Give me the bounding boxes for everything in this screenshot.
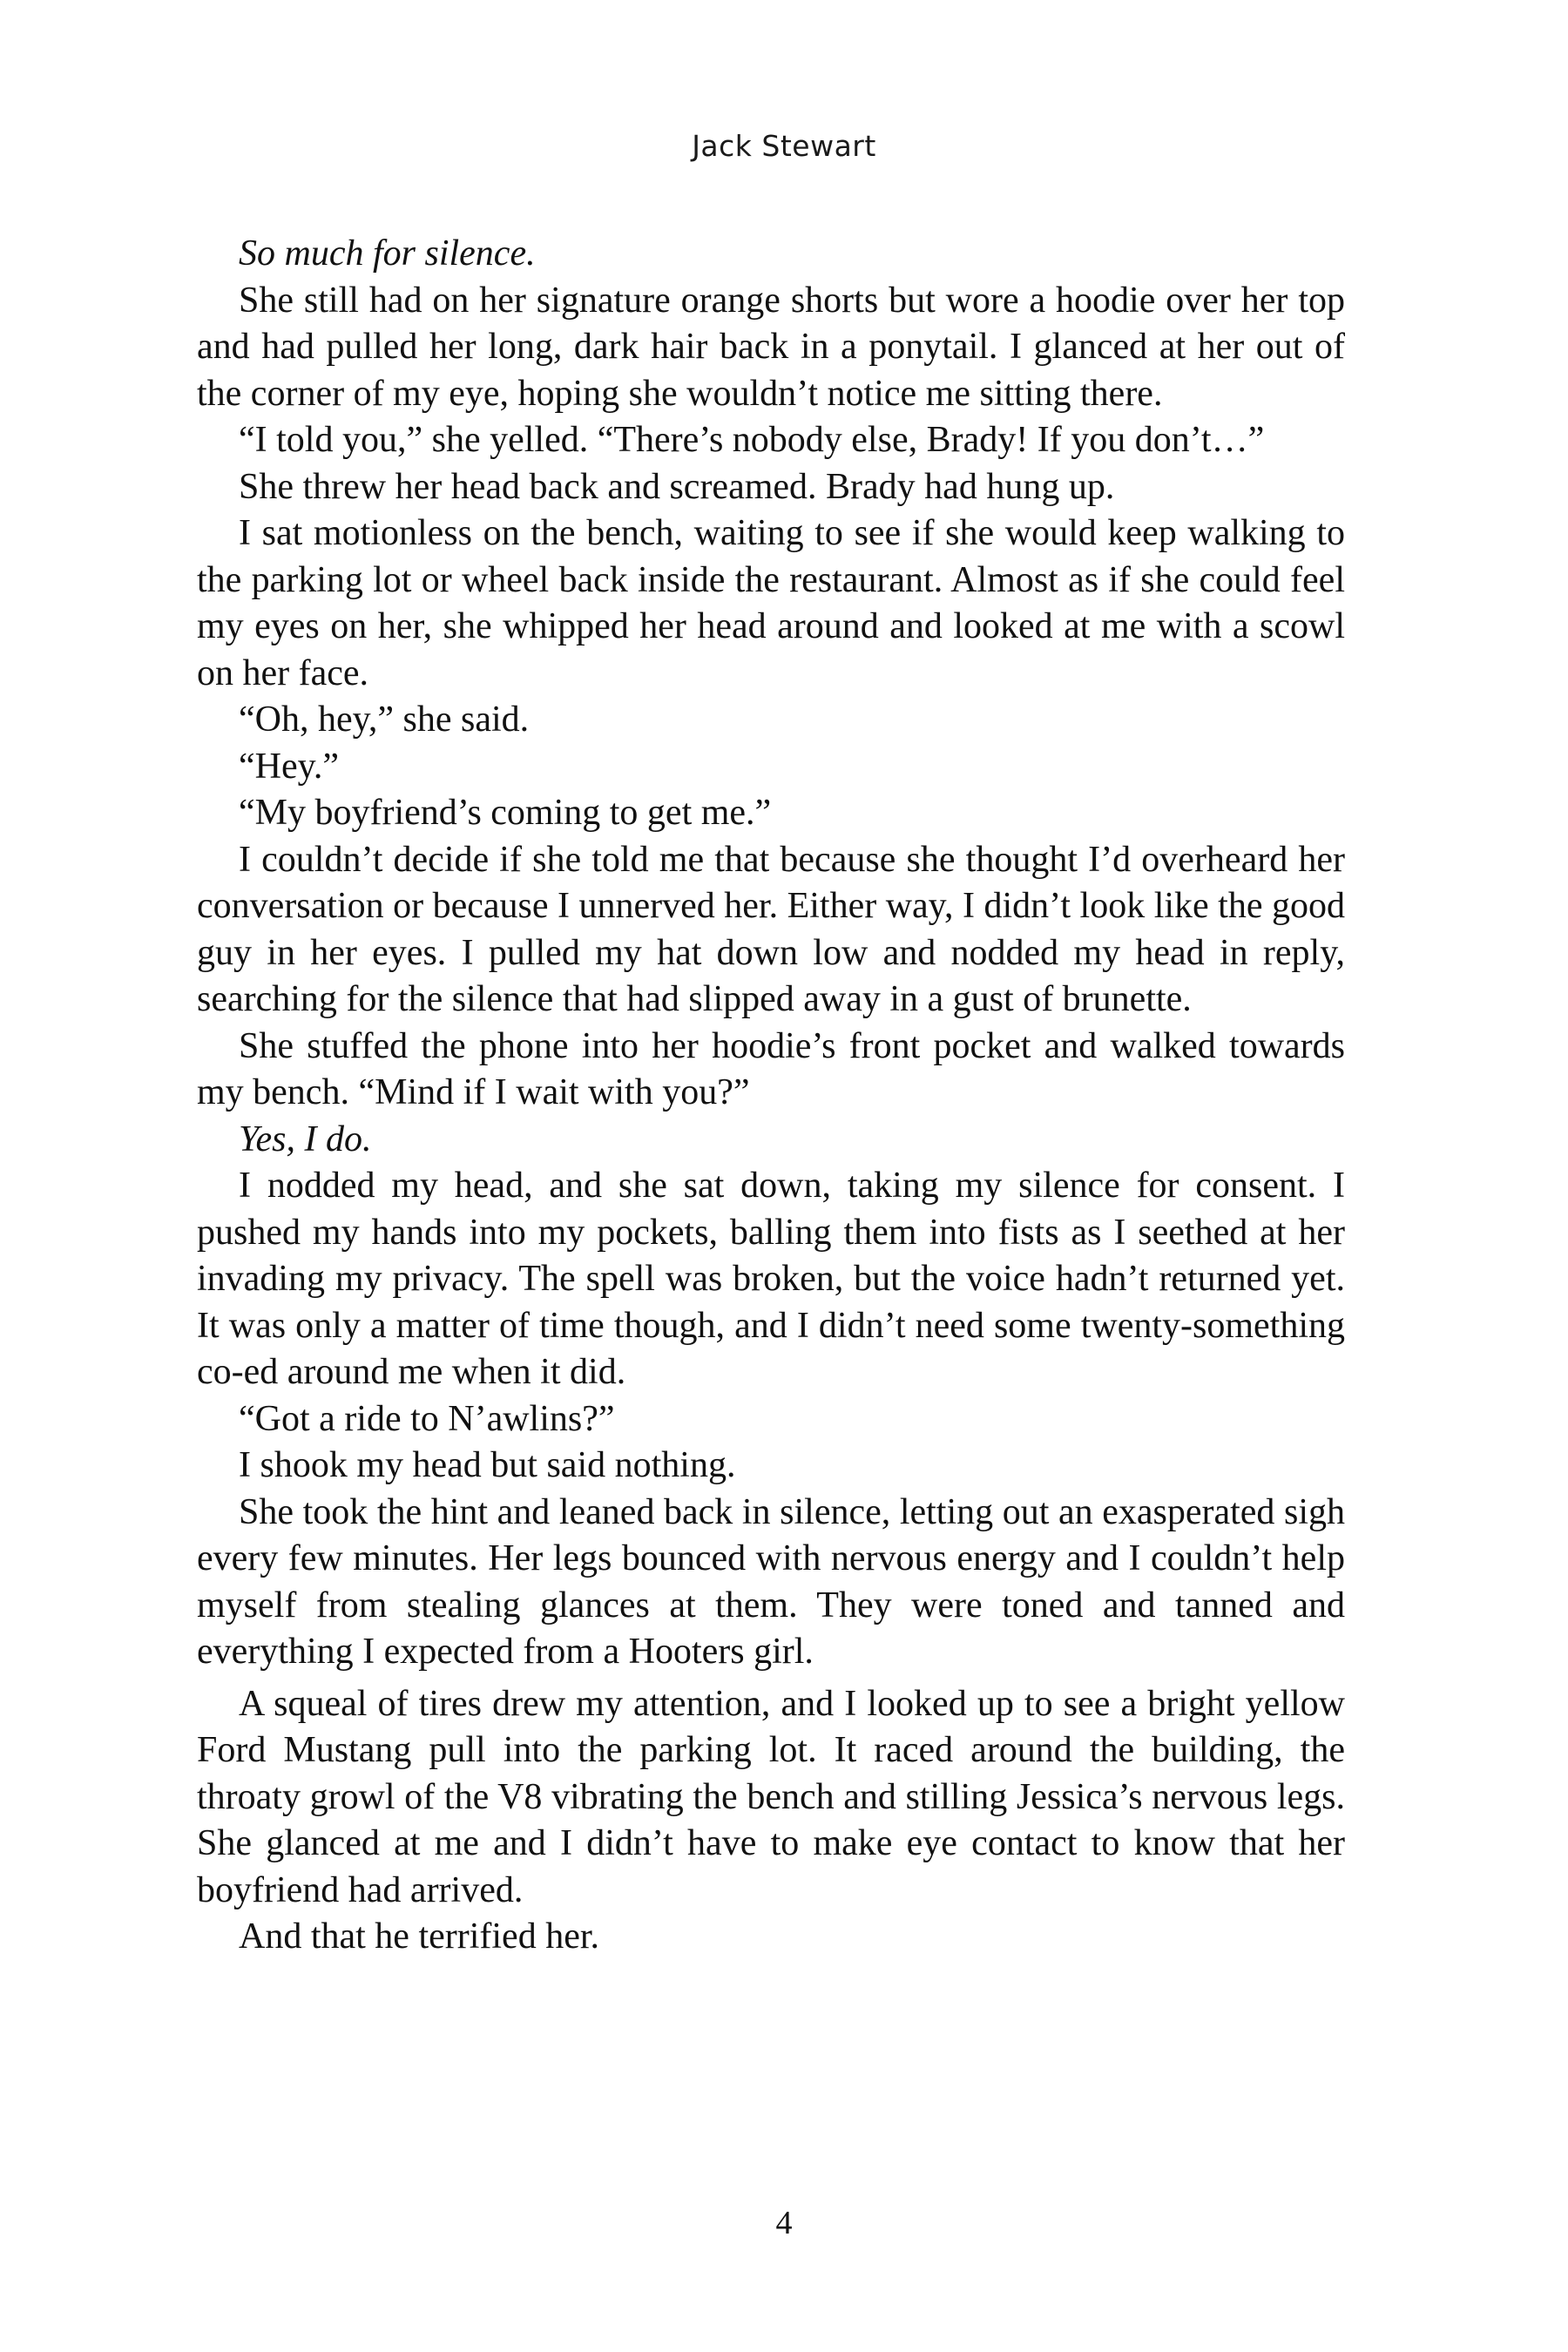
paragraph: I sat motionless on the bench, waiting to see if she would keep walking to the parking lot or wheel back inside the restaurant. Almost as if she could feel my eyes on her, she whipped her head around and looked at me with a scowl on her face. bbox=[197, 513, 1345, 693]
paragraph-dialogue: “My boyfriend’s coming to get me.” bbox=[239, 793, 772, 833]
paragraph-italic-thought: So much for silence. bbox=[239, 233, 536, 274]
paragraph-dialogue: “I told you,” she yelled. “There’s nobody else, Brady! If you don’t…” bbox=[239, 420, 1265, 460]
paragraph: She threw her head back and screamed. Brady had hung up. bbox=[239, 466, 1115, 507]
paragraph: A squeal of tires drew my attention, and I looked up to see a bright yellow Ford Mustang pull into the parking lot. It raced around the building, the throaty growl of the V8 vibrating the bench and stilling Jessica’s nervous legs. She glanced at me and I didn’t have to make eye contact to know that her boyfriend had arrived. bbox=[197, 1683, 1345, 1910]
paragraph: I couldn’t decide if she told me that because she thought I’d overheard her conversation or because I unnerved her. Either way, I didn’t look like the good guy in her eyes. I pulled my hat down low and nodded my head in reply, searching for the silence that had slipped away in a gust of brunette. bbox=[197, 839, 1345, 1019]
paragraph-dialogue: “Got a ride to N’awlins?” bbox=[239, 1398, 615, 1439]
paragraph-dialogue: “Oh, hey,” she said. bbox=[239, 700, 530, 740]
paragraph: And that he terrified her. bbox=[239, 1916, 600, 1957]
body-text bbox=[197, 231, 1345, 1961]
running-header-author: Jack Stewart bbox=[692, 129, 876, 163]
page-number: 4 bbox=[775, 2205, 793, 2241]
paragraph: I shook my head but said nothing. bbox=[239, 1445, 736, 1485]
paragraph: I nodded my head, and she sat down, taking my silence for consent. I pushed my hands into my pockets, balling them into fists as I seethed at her invading my privacy. The spell was broken, but the voice hadn’t returned yet. It was only a matter of time though, and I didn’t need some twenty-something co-ed around me when it did. bbox=[197, 1166, 1345, 1392]
paragraph: She stuffed the phone into her hoodie’s front pocket and walked towards my bench. “Mind if I wait with you?” bbox=[197, 1025, 1345, 1112]
paragraph: She still had on her signature orange shorts but wore a hoodie over her top and had pulled her long, dark hair back in a ponytail. I glanced at her out of the corner of my eye, hoping she wouldn’t notice me sitting there. bbox=[197, 280, 1345, 414]
paragraph-italic-thought: Yes, I do. bbox=[239, 1119, 372, 1159]
paragraph-dialogue: “Hey.” bbox=[239, 746, 340, 787]
paragraph: She took the hint and leaned back in silence, letting out an exasperated sigh every few minutes. Her legs bounced with nervous energy and I couldn’t help myself from stealing glances at them. They were toned and tanned and everything I expected from a Hooters girl. bbox=[197, 1491, 1345, 1672]
